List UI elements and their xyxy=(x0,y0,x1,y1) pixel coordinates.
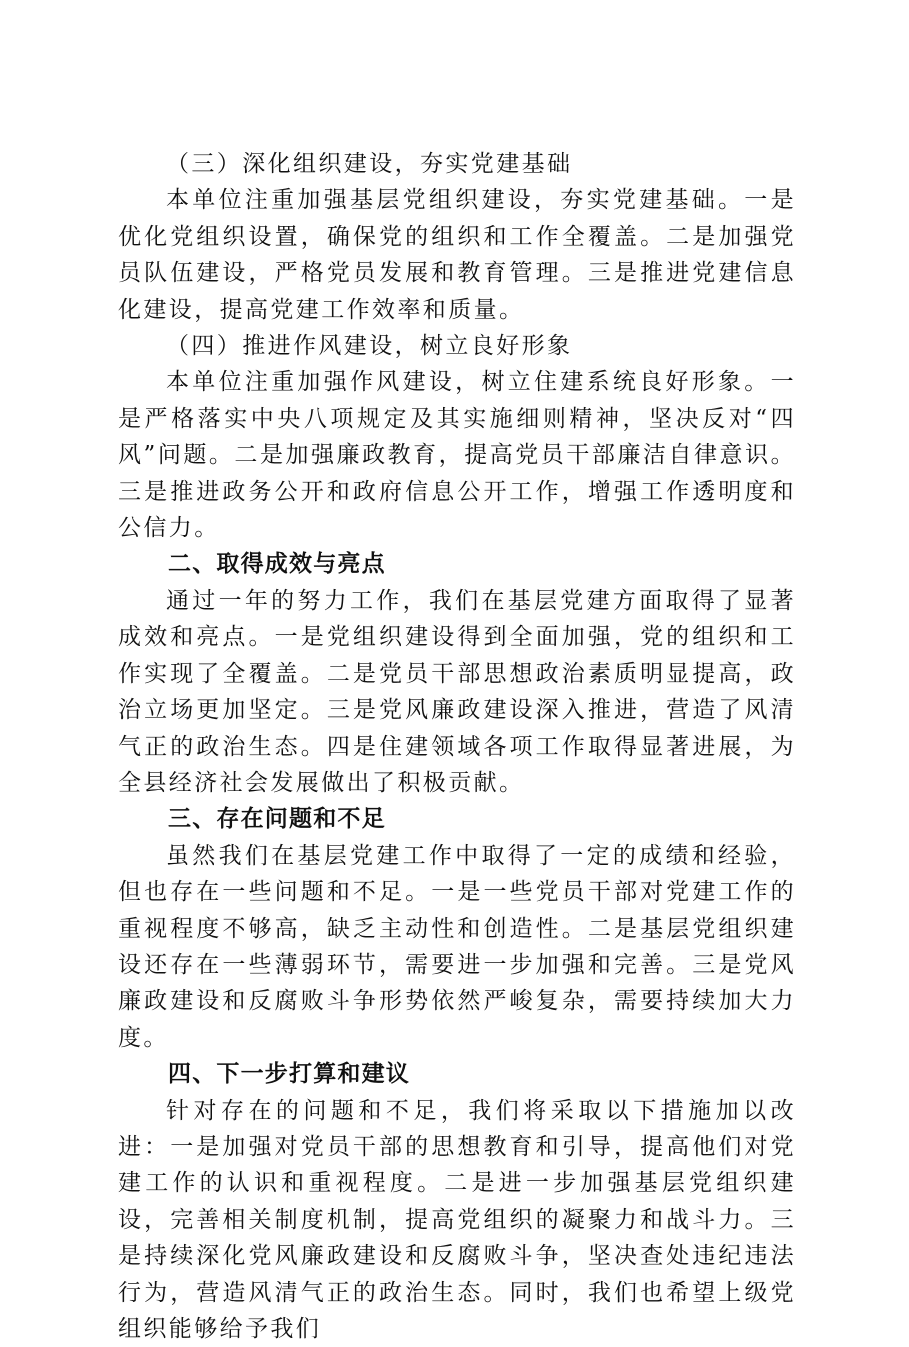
section-4-paragraph: 本单位注重加强作风建设，树立住建系统良好形象。一是严格落实中央八项规定及其实施细则精神，坚决反对“四风”问题。二是加强廉政教育，提高党员干部廉洁自律意识。三是推进政务公开和政府信息公开工作，增强工作透明度和公信力。 xyxy=(118,369,796,542)
part-4-paragraph: 针对存在的问题和不足，我们将采取以下措施加以改进：一是加强对党员干部的思想教育和引导，提高他们对党建工作的认识和重视程度。二是进一步加强基层党组织建设，完善相关制度机制，提高党组织的凝聚力和战斗力。三是持续深化党风廉政建设和反腐败斗争，坚决查处违纪违法行为，营造风清气正的政治生态。同时，我们也希望上级党组织能够给予我们 xyxy=(118,1097,796,1342)
part-3-paragraph: 虽然我们在基层党建工作中取得了一定的成绩和经验，但也存在一些问题和不足。一是一些党员干部对党建工作的重视程度不够高，缺乏主动性和创造性。二是基层党组织建设还存在一些薄弱环节，需要进一步加强和完善。三是党风廉政建设和反腐败斗争形势依然严峻复杂，需要持续加大力度。 xyxy=(118,842,796,1051)
part-4-heading: 四、下一步打算和建议 xyxy=(168,1061,410,1088)
section-4-heading: （四）推进作风建设，树立良好形象 xyxy=(166,333,573,360)
section-3-paragraph: 本单位注重加强基层党组织建设，夯实党建基础。一是优化党组织设置，确保党的组织和工作全覆盖。二是加强党员队伍建设，严格党员发展和教育管理。三是推进党建信息化建设，提高党建工作效率和质量。 xyxy=(118,187,796,323)
section-3-heading: （三）深化组织建设，夯实党建基础 xyxy=(166,151,573,177)
part-3-heading: 三、存在问题和不足 xyxy=(168,806,386,833)
document-body xyxy=(118,146,796,1347)
part-2-paragraph: 通过一年的努力工作，我们在基层党建方面取得了显著成效和亮点。一是党组织建设得到全面加强，党的组织和工作实现了全覆盖。二是党员干部思想政治素质明显提高，政治立场更加坚定。三是党风廉政建设深入推进，营造了风清气正的政治生态。四是住建领域各项工作取得显著进展，为全县经济社会发展做出了积极贡献。 xyxy=(118,587,796,796)
part-2-heading: 二、取得成效与亮点 xyxy=(168,551,386,578)
